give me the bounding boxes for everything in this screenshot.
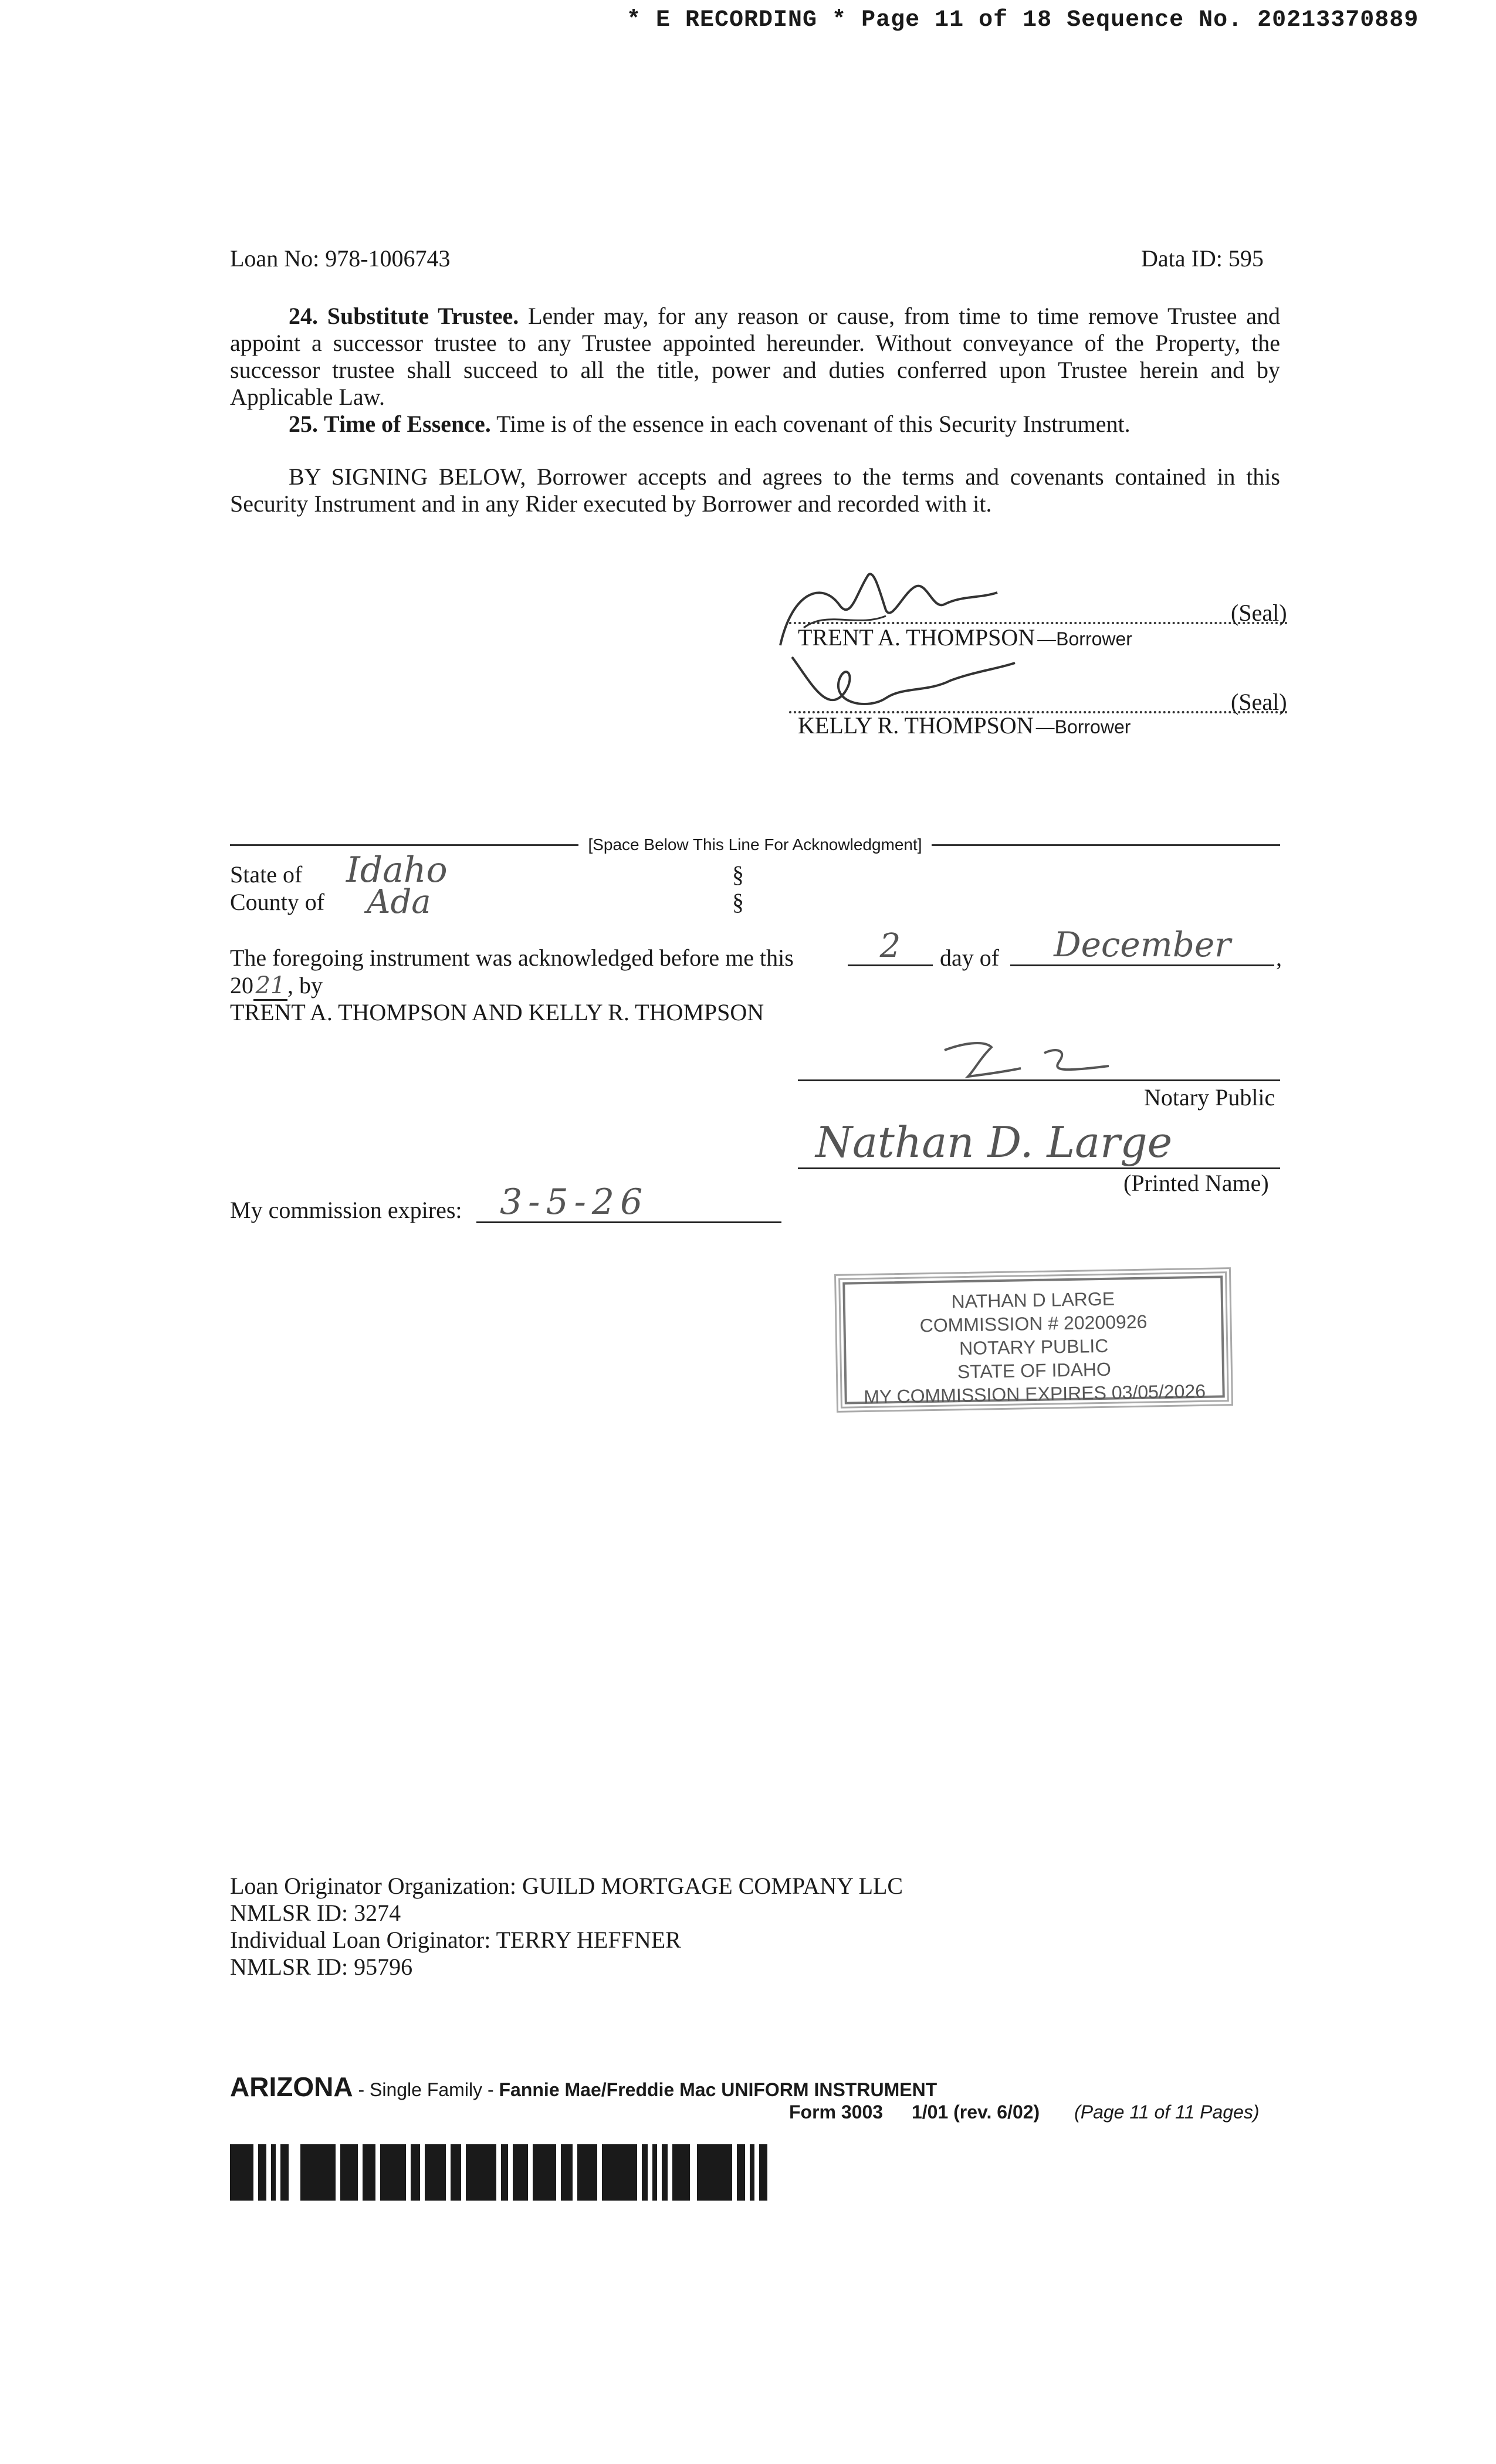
barcode-bar — [672, 2144, 690, 2201]
originator-org: Loan Originator Organization: GUILD MORTGAGE COMPANY LLC — [230, 1873, 903, 1899]
barcode-gap — [690, 2144, 697, 2201]
borrower-2-caption — [798, 712, 1131, 739]
barcode-gap — [732, 2144, 737, 2201]
divider-line-left — [230, 844, 578, 846]
loan-number — [230, 245, 451, 272]
originator-individual: Individual Loan Originator: TERRY HEFFNER — [230, 1927, 681, 1953]
notary-signature — [933, 1030, 1214, 1082]
footer-version: 1/01 (rev. 6/02) — [911, 2101, 1040, 2123]
barcode-bar — [340, 2144, 358, 2201]
barcode-bar — [451, 2144, 461, 2201]
barcode-gap — [336, 2144, 340, 2201]
section-25 — [230, 411, 1280, 438]
document-barcode — [230, 2144, 805, 2201]
footer-pages: (Page 11 of 11 Pages) — [1074, 2101, 1260, 2123]
stamp-line-2: COMMISSION # 20200926 — [919, 1311, 1148, 1336]
barcode-bar — [380, 2144, 406, 2201]
commission-field — [476, 1184, 781, 1223]
data-id — [1141, 245, 1264, 272]
signing-paragraph: BY SIGNING BELOW, Borrower accepts and agrees to the terms and covenants contained in this Security Instrument and in any Rider executed by Borrower and recorded with it. — [230, 463, 1280, 517]
county-section-symbol: § — [732, 889, 744, 915]
ack-year-line — [230, 972, 323, 1001]
barcode-gap — [508, 2144, 513, 2201]
state-label: State of — [230, 861, 303, 888]
barcode-gap — [446, 2144, 451, 2201]
footer-form-line — [789, 2101, 1260, 2123]
originator-individual-nmlsr: NMLSR ID: 95796 — [230, 1954, 413, 1980]
barcode-bar — [759, 2144, 767, 2201]
barcode-gap — [657, 2144, 662, 2201]
barcode-bar — [280, 2144, 289, 2201]
barcode-bar — [652, 2144, 657, 2201]
footer-desc-plain: - Single Family - — [353, 2079, 499, 2100]
loan-no-label: Loan No: — [230, 245, 320, 272]
printed-name-label: (Printed Name) — [1123, 1170, 1269, 1196]
barcode-gap — [754, 2144, 759, 2201]
borrower-1-signature-line — [789, 598, 1288, 624]
state-section-symbol: § — [732, 861, 744, 888]
barcode-gap — [668, 2144, 672, 2201]
barcode-gap — [597, 2144, 602, 2201]
footer-desc-bold: Fannie Mae/Freddie Mac UNIFORM INSTRUMENT — [499, 2079, 937, 2100]
barcode-bar — [642, 2144, 648, 2201]
barcode-bar — [697, 2144, 732, 2201]
barcode-gap — [461, 2144, 466, 2201]
barcode-gap — [648, 2144, 652, 2201]
barcode-gap — [276, 2144, 280, 2201]
barcode-gap — [289, 2144, 300, 2201]
barcode-gap — [406, 2144, 411, 2201]
county-label: County of — [230, 889, 325, 915]
section-24-title: Substitute Trustee. — [327, 303, 519, 329]
ack-text-1: The foregoing instrument was acknowledged before me this — [230, 945, 794, 971]
barcode-bar — [750, 2144, 754, 2201]
barcode-bar — [561, 2144, 573, 2201]
loan-no-value: 978-1006743 — [325, 245, 451, 272]
barcode-bar — [602, 2144, 637, 2201]
barcode-gap — [573, 2144, 577, 2201]
acknowledgment-divider-label: [Space Below This Line For Acknowledgment] — [588, 835, 922, 854]
borrower-2-signature-line — [789, 688, 1288, 713]
barcode-gap — [528, 2144, 533, 2201]
barcode-gap — [375, 2144, 380, 2201]
borrower-1-role: —Borrower — [1037, 628, 1132, 649]
barcode-bar — [230, 2144, 253, 2201]
stamp-line-3: NOTARY PUBLIC — [959, 1335, 1109, 1359]
barcode-bar — [533, 2144, 556, 2201]
recording-header: * E RECORDING * Page 11 of 18 Sequence No. 20213370889 — [627, 7, 1419, 33]
barcode-bar — [737, 2144, 745, 2201]
barcode-gap — [253, 2144, 258, 2201]
ack-month-value: December — [1054, 925, 1231, 964]
section-25-number: 25. — [289, 411, 318, 437]
printed-name-value: Nathan D. Large — [815, 1118, 1173, 1167]
borrower-2-role: —Borrower — [1035, 716, 1131, 737]
ack-day-value: 2 — [879, 927, 901, 965]
data-id-value: 595 — [1228, 245, 1264, 272]
stamp-line-1: NATHAN D LARGE — [951, 1288, 1115, 1312]
ack-year-prefix: 20 — [230, 972, 253, 999]
footer-form: Form 3003 — [789, 2101, 884, 2123]
barcode-gap — [556, 2144, 561, 2201]
barcode-gap — [266, 2144, 271, 2201]
borrower-1-name: TRENT A. THOMPSON — [798, 624, 1035, 651]
originator-org-nmlsr: NMLSR ID: 3274 — [230, 1900, 401, 1926]
section-25-title: Time of Essence. — [324, 411, 491, 437]
borrower-2-seal: (Seal) — [1231, 689, 1287, 715]
barcode-bar — [513, 2144, 528, 2201]
notary-public-label: Notary Public — [1144, 1084, 1275, 1111]
barcode-bar — [662, 2144, 668, 2201]
ack-text-2: day of — [940, 945, 1000, 971]
divider-line-right — [932, 844, 1280, 846]
notary-signature-line — [798, 1079, 1280, 1081]
barcode-bar — [425, 2144, 446, 2201]
notary-stamp — [842, 1275, 1225, 1408]
section-24-text: Lender may, for any reason or cause, from time to time remove Trustee and appoint a successor trustee to any Trustee appointed hereunder. Without conveyance of the Property, the successor trustee shall succeed to all the title, power and duties conferred upon Trustee herein and by Applicable Law. — [230, 303, 1281, 410]
ack-day-field — [848, 927, 933, 966]
barcode-bar — [271, 2144, 276, 2201]
barcode-bar — [300, 2144, 336, 2201]
section-24-number: 24. — [289, 303, 318, 329]
barcode-gap — [496, 2144, 501, 2201]
section-24 — [230, 303, 1280, 411]
barcode-gap — [745, 2144, 750, 2201]
ack-names: TRENT A. THOMPSON AND KELLY R. THOMPSON — [230, 999, 764, 1025]
originator-block — [230, 1873, 903, 1981]
section-25-text: Time is of the essence in each covenant of this Security Instrument. — [496, 411, 1131, 437]
printed-name-line — [798, 1167, 1280, 1169]
ack-comma: , — [1276, 945, 1282, 971]
barcode-gap — [358, 2144, 363, 2201]
borrower-1-seal: (Seal) — [1231, 600, 1287, 626]
footer-instrument — [230, 2071, 937, 2103]
county-value: Ada — [367, 883, 431, 921]
barcode-bar — [258, 2144, 266, 2201]
footer-state: ARIZONA — [230, 2072, 353, 2102]
barcode-bar — [577, 2144, 597, 2201]
barcode-gap — [637, 2144, 642, 2201]
barcode-bar — [501, 2144, 508, 2201]
barcode-bar — [466, 2144, 496, 2201]
ack-by: , by — [287, 972, 323, 999]
commission-label: My commission expires: — [230, 1197, 462, 1223]
stamp-line-4: STATE OF IDAHO — [957, 1358, 1112, 1383]
barcode-gap — [420, 2144, 425, 2201]
barcode-bar — [363, 2144, 375, 2201]
stamp-line-5: MY COMMISSION EXPIRES 03/05/2026 — [863, 1380, 1206, 1408]
commission-value: 3-5-26 — [500, 1182, 649, 1223]
state-value: Idaho — [346, 849, 448, 891]
ack-month-field — [1010, 925, 1274, 966]
data-id-label: Data ID: — [1141, 245, 1223, 272]
borrower-2-name: KELLY R. THOMPSON — [798, 712, 1034, 739]
barcode-bar — [411, 2144, 420, 2201]
ack-year-suffix: 21 — [253, 972, 287, 1001]
